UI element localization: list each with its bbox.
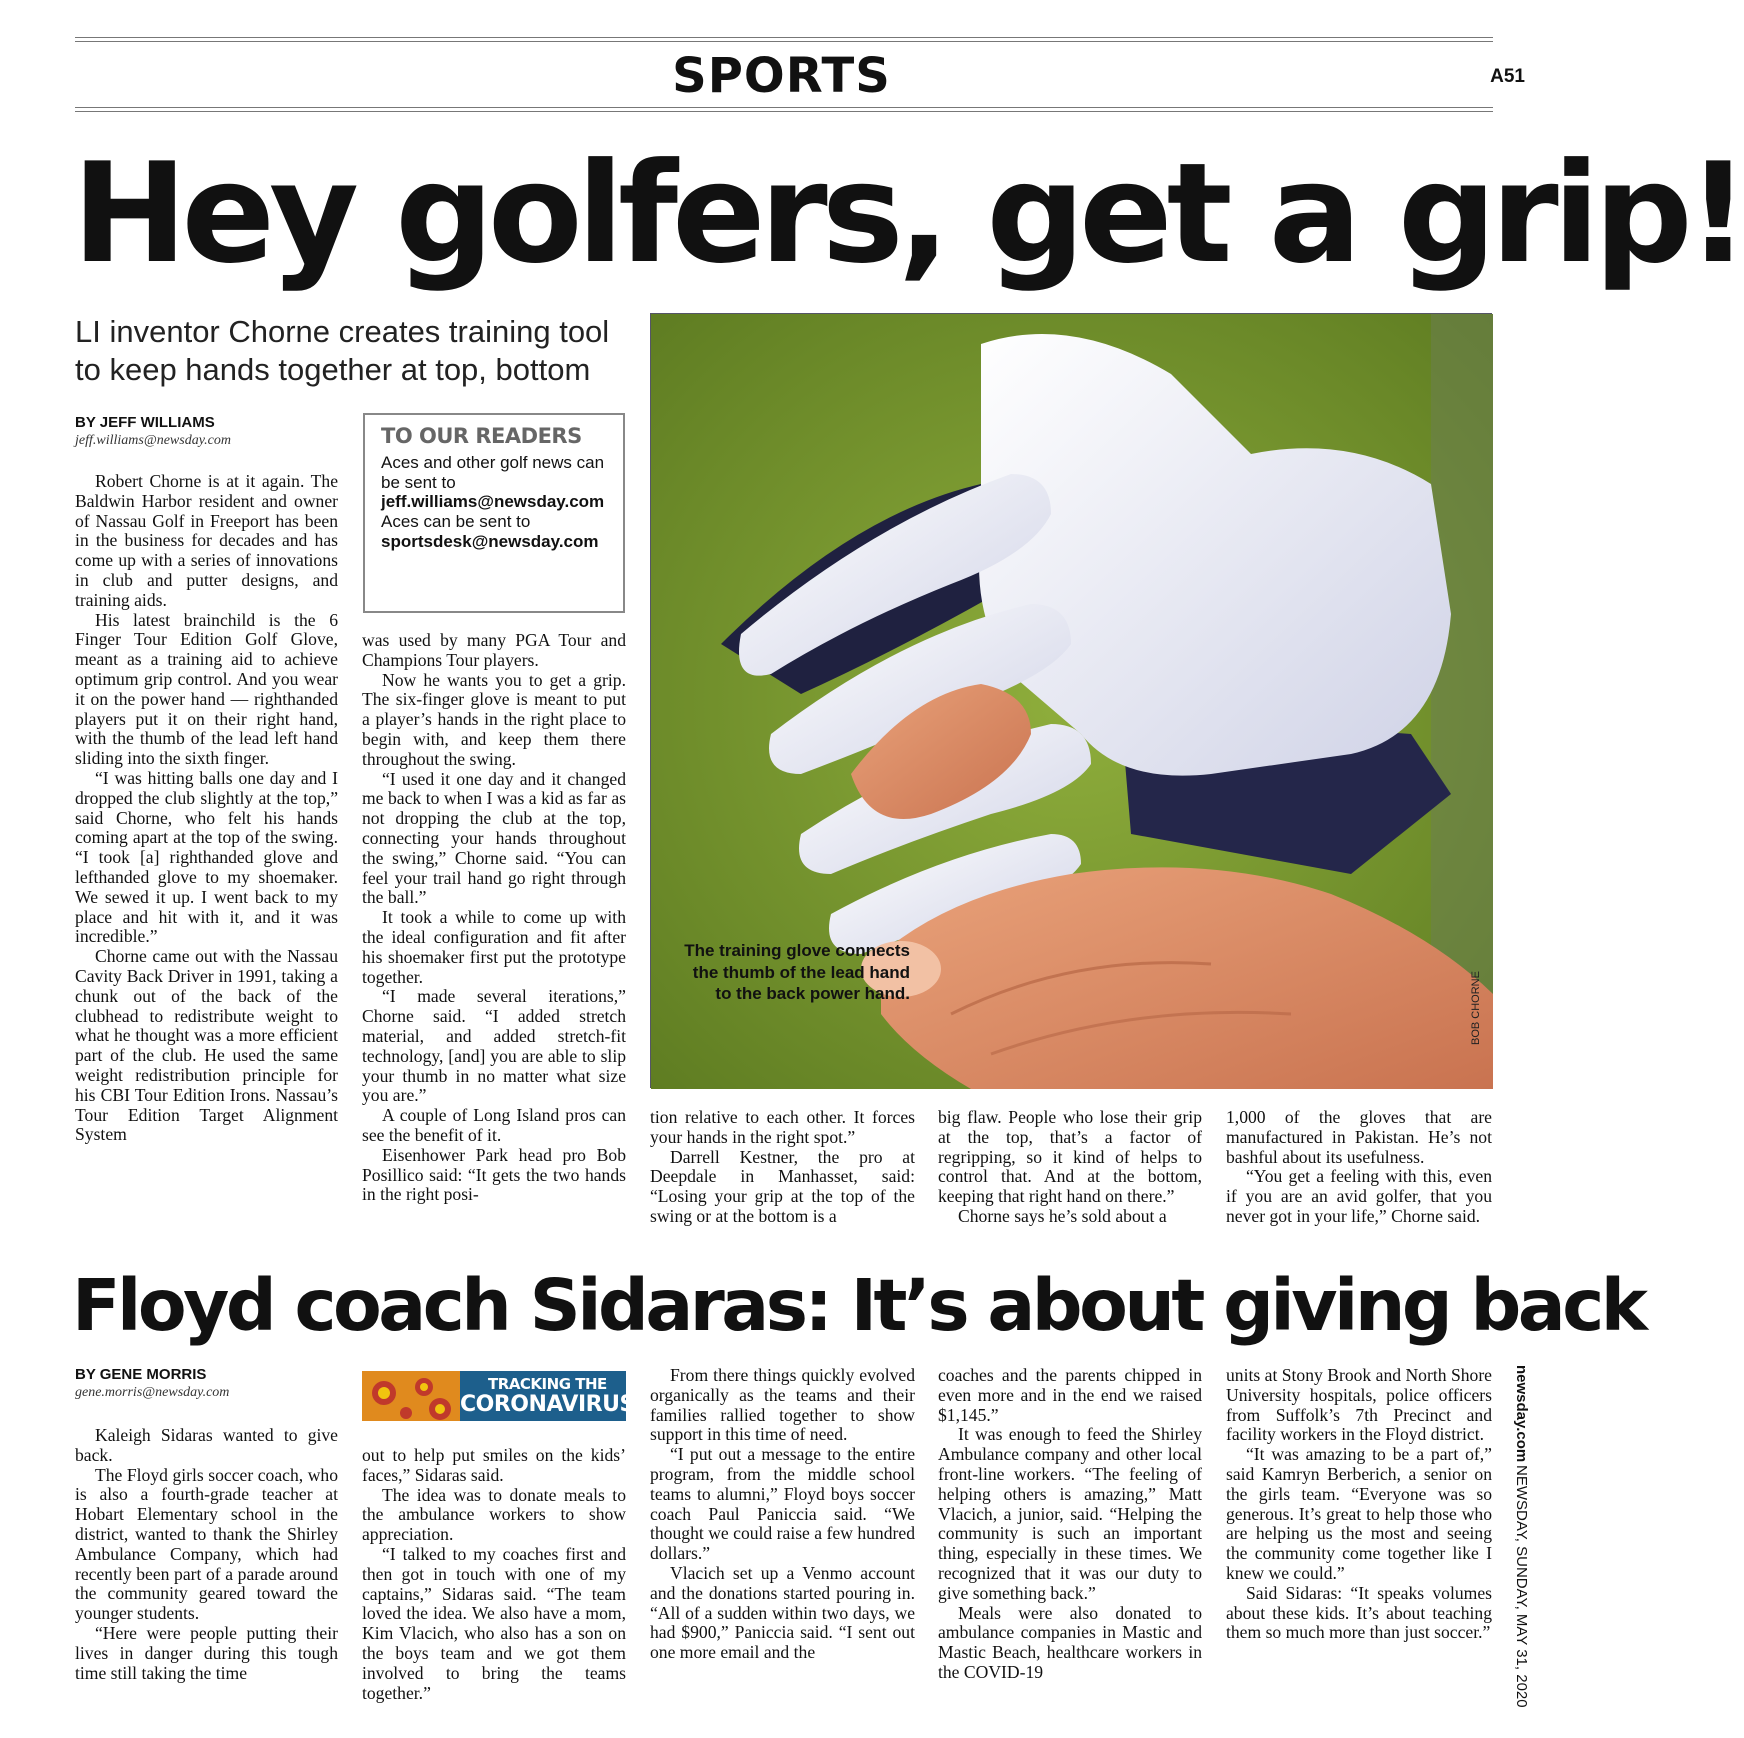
- paragraph: “I talked to my coaches first and then got in touch with one of my captains,” Sidaras said. “The team loved the idea. We also have a mom, Kim Vlacich, who also has a son on the boys team and we got them involved to bring the teams together.”: [362, 1543, 626, 1703]
- paragraph: The idea was to donate meals to the ambulance workers to show appreciation.: [362, 1484, 626, 1545]
- paragraph: tion relative to each other. It forces your hands in the right spot.”: [650, 1107, 915, 1147]
- header-rule: [75, 107, 1493, 108]
- site-url[interactable]: newsday.com: [1513, 1365, 1530, 1463]
- tracking-coronavirus-badge: [362, 1371, 635, 1421]
- readers-box-email1[interactable]: jeff.williams@newsday.com: [381, 492, 605, 512]
- dateline: NEWSDAY, SUNDAY, MAY 31, 2020: [1513, 1465, 1530, 1708]
- paragraph: Eisenhower Park head pro Bob Posillico said: “It gets the two hands in the right posi-: [362, 1144, 626, 1205]
- story2-column-1: [75, 1426, 338, 1683]
- readers-box: [363, 413, 625, 613]
- paragraph: Now he wants you to get a grip. The six-finger glove is meant to put a player’s hands in the right place to begin with, and keep them there throughout the swing.: [362, 669, 626, 769]
- paragraph: Robert Chorne is at it again. The Baldwin Harbor resident and owner of Nassau Golf in Freeport has been in the business for decades and has come up with a series of innovations in club and putter designs, and training aids.: [75, 471, 338, 610]
- paragraph: Vlacich set up a Venmo account and the donations started pouring in. “All of a sudden within two days, we had $900,” Paniccia said. “I sent out one more email and the: [650, 1562, 915, 1663]
- paragraph: units at Stony Brook and North Shore University hospitals, police officers from Suffolk’s 7th Precinct and facility workers in the Floyd district.: [1226, 1365, 1492, 1445]
- headline: Hey golfers, get a grip!: [72, 133, 1744, 294]
- paragraph: The Floyd girls soccer coach, who is also a fourth-grade teacher at Hobart Elementary school in the district, wanted to thank the Shirley Ambulance Company, which had recently been part of a parade around the community geared toward the younger students.: [75, 1464, 338, 1624]
- paragraph: A couple of Long Island pros can see the benefit of it.: [362, 1105, 626, 1145]
- headline-2: Floyd coach Sidaras: It’s about giving back: [72, 1264, 1645, 1347]
- story2-column-5: [1226, 1366, 1492, 1643]
- paragraph: “You get a feeling with this, even if you are an avid golfer, that you never got in your life,” Chorne said.: [1226, 1166, 1492, 1226]
- readers-box-line1: Aces and other golf news can be sent to: [381, 452, 605, 492]
- byline-2: BY GENE MORRIS: [75, 1366, 207, 1383]
- story1-column-3: [650, 1108, 915, 1227]
- paragraph: Said Sidaras: “It speaks volumes about these kids. It’s about teaching them so much more than just soccer.”: [1226, 1582, 1492, 1643]
- paragraph: “I was hitting balls one day and I dropped the club slightly at the top,” said Chorne, who felt his hands coming apart at the top of the swing. “I took [a] righthanded glove and lefthanded glove to my shoemaker. We sewed it up. I went back to my place and hit with it, and it was incredible.”: [75, 767, 338, 947]
- byline: BY JEFF WILLIAMS: [75, 414, 215, 431]
- story2-column-2: [362, 1446, 626, 1703]
- badge-line1: TRACKING THE: [488, 1375, 607, 1393]
- header-rule-2: [75, 111, 1493, 112]
- paragraph: out to help put smiles on the kids’ faces,” Sidaras said.: [362, 1445, 626, 1485]
- readers-box-title: TO OUR READERS: [381, 424, 582, 448]
- story1-column-1: [75, 472, 338, 1145]
- paragraph: big flaw. People who lose their grip at the top, that’s a factor of regripping, so it kind of helps to control that. And at the bottom, keeping that right hand on there.”: [938, 1107, 1202, 1207]
- readers-box-email2[interactable]: sportsdesk@newsday.com: [381, 531, 599, 551]
- page-number: A51: [1490, 66, 1525, 87]
- paragraph: His latest brainchild is the 6 Finger Tour Edition Golf Glove, meant as a training aid to achieve optimum grip control. And you wear it on the power hand — righthanded players put it on their right hand, with the thumb of the lead left hand sliding into the sixth finger.: [75, 609, 338, 769]
- paragraph: It took a while to come up with the ideal configuration and fit after his shoemaker first put the prototype together.: [362, 907, 626, 987]
- top-rule-2: [75, 41, 1493, 42]
- story1-column-2: [362, 631, 626, 1205]
- badge-line2: CORONAVIRUS: [460, 1392, 635, 1417]
- story1-column-5: [1226, 1108, 1492, 1227]
- byline-email[interactable]: jeff.williams@newsday.com: [75, 433, 231, 448]
- readers-box-line2: Aces can be sent to: [381, 512, 531, 532]
- story1-column-4: [938, 1108, 1202, 1227]
- story2-column-3: [650, 1366, 915, 1663]
- paragraph: “I made several iterations,” Chorne said. “I added stretch material, and added stretch-fit technology, [and] you are able to slip your thumb in no matter what size you are.”: [362, 986, 626, 1106]
- paragraph: 1,000 of the gloves that are manufactured in Pakistan. He’s not bashful about its usefulness.: [1226, 1107, 1492, 1167]
- paragraph: coaches and the parents chipped in even more and in the end we raised $1,145.”: [938, 1365, 1202, 1425]
- paragraph: It was enough to feed the Shirley Ambulance company and other local front-line workers. “The feeling of helping others is amazing,” Matt Vlacich, a junior, said. “Helping the community is such an important thing, especially in these times. We recognized that it was our duty to give something back.”: [938, 1424, 1202, 1603]
- paragraph: Kaleigh Sidaras wanted to give back.: [75, 1425, 338, 1465]
- paragraph: “It was amazing to be a part of,” said Kamryn Berberich, a senior on the girls team. “Everyone was so generous. It’s great to help those who are helping us the most and seeing the community come together like I knew we could.”: [1226, 1444, 1492, 1583]
- story2-column-4: [938, 1366, 1202, 1683]
- paragraph: “Here were people putting their lives in danger during this tough time still taking the time: [75, 1622, 338, 1683]
- section-title: SPORTS: [672, 48, 891, 104]
- paragraph: Chorne came out with the Nassau Cavity Back Driver in 1991, taking a chunk out of the back of the clubhead to redistribute weight to what he thought was a more efficient part of the club. He used the same weight redistribution principle for his CBI Tour Edition Irons. Nassau’s Tour Edition Target Alignment System: [75, 946, 338, 1145]
- byline-email-2[interactable]: gene.morris@newsday.com: [75, 1385, 230, 1400]
- virus-icon: [362, 1371, 460, 1421]
- paragraph: Darrell Kestner, the pro at Deepdale in Manhasset, said: “Losing your grip at the top of the swing or at the bottom is a: [650, 1146, 915, 1226]
- photo-credit: BOB CHORNE: [1470, 971, 1482, 1045]
- top-rule: [75, 37, 1493, 38]
- paragraph: was used by many PGA Tour and Champions Tour players.: [362, 630, 626, 670]
- paragraph: “I put out a message to the entire program, from the middle school teams to alumni,” Floyd boys soccer coach Paul Paniccia said. “We thought we could raise a few hundred dollars.”: [650, 1444, 915, 1564]
- paragraph: “I used it one day and it changed me back to when I was a kid as far as not dropping the club at the top, connecting your hands throughout the swing,” Chorne said. “You can feel your trail hand go right through the ball.”: [362, 768, 626, 908]
- photo-caption: The training glove connects the thumb of the lead hand to the back power hand.: [684, 941, 910, 1003]
- paragraph: Chorne says he’s sold about a: [958, 1205, 1167, 1226]
- paragraph: From there things quickly evolved organically as the teams and their families rallied together to show support in this time of need.: [650, 1365, 915, 1445]
- deck: LI inventor Chorne creates training tool to keep hands together at top, bottom: [75, 314, 610, 387]
- paragraph: Meals were also donated to ambulance companies in Mastic and Mastic Beach, healthcare workers in the COVID-19: [938, 1602, 1202, 1682]
